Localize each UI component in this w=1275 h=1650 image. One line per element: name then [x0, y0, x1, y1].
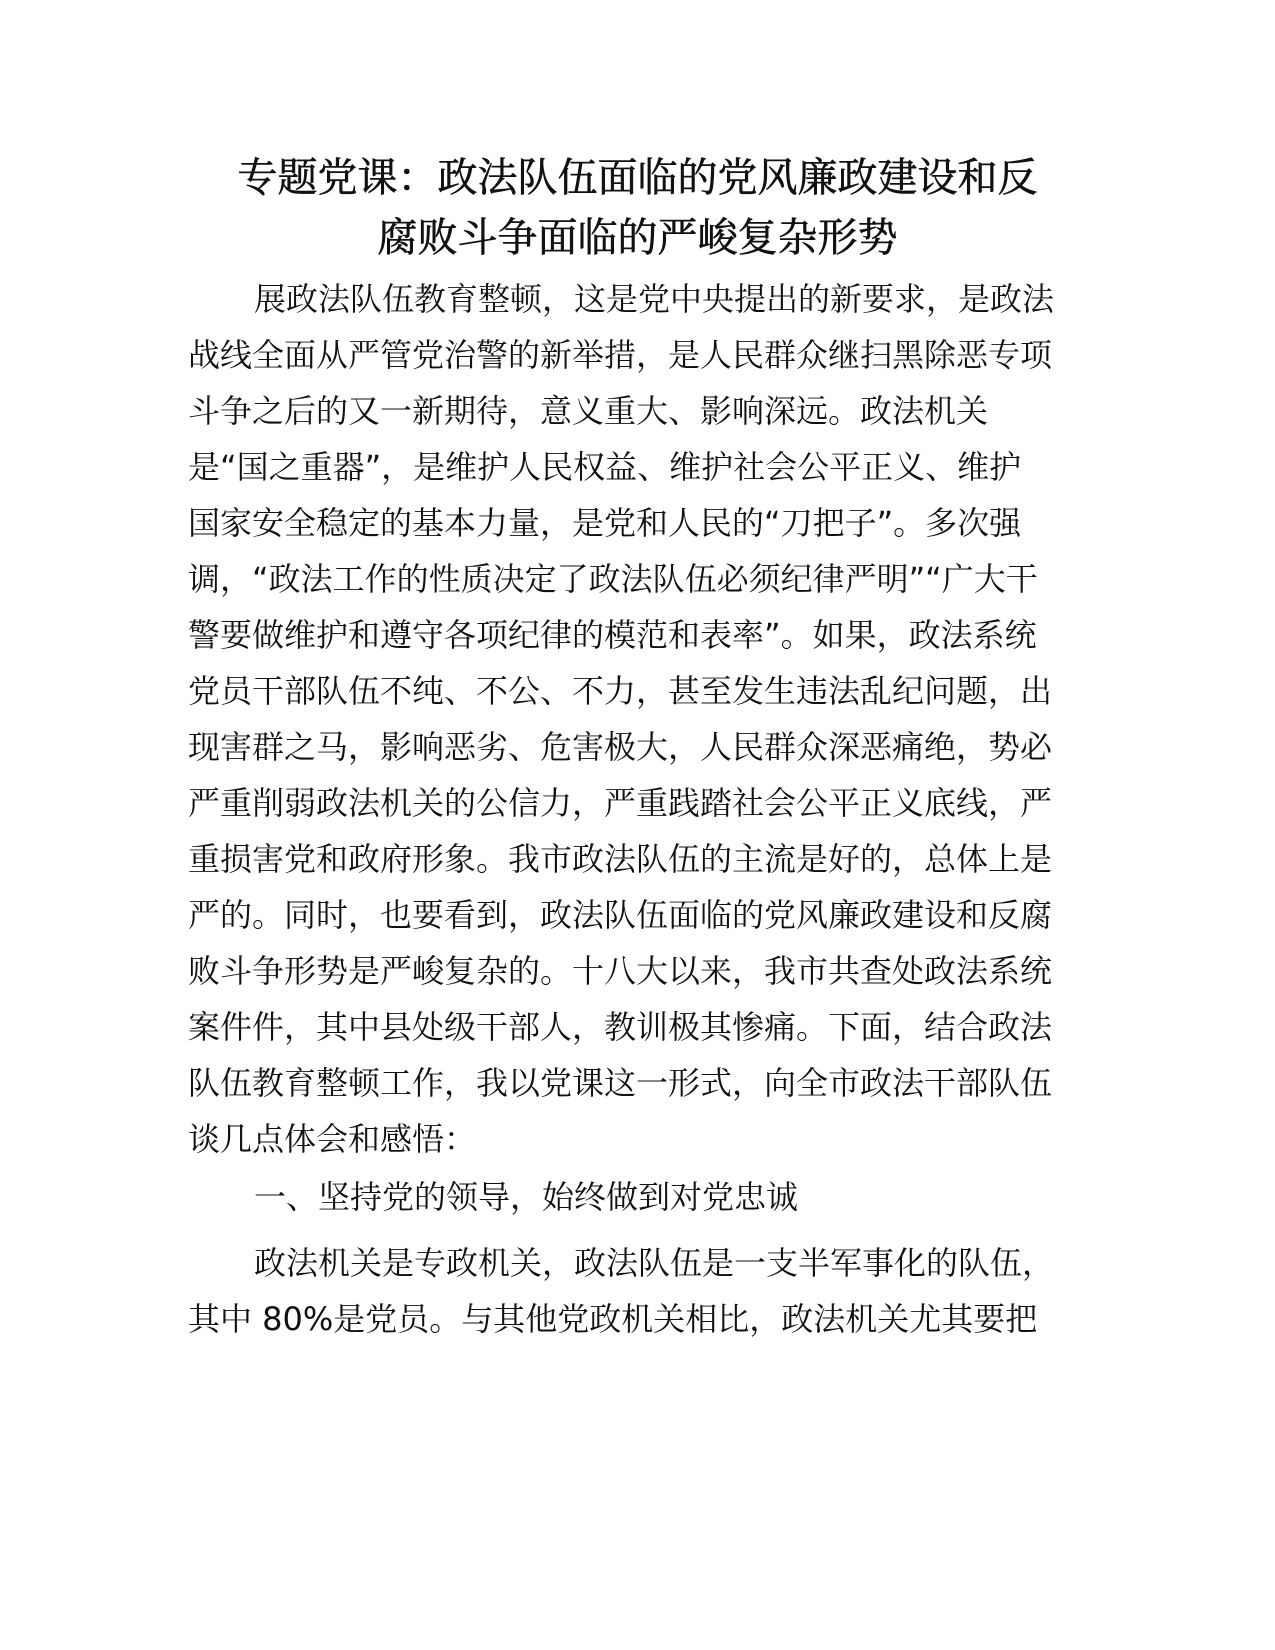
paragraph-line: 案件件，其中县处级干部人，教训极其惨痛。下面，结合政法	[188, 1008, 1053, 1046]
paragraph-line: 是“国之重器”，是维护人民权益、维护社会公平正义、维护	[188, 448, 1022, 486]
paragraph-line: 政法机关是专政机关，政法队伍是一支半军事化的队伍，	[254, 1244, 1055, 1282]
paragraph-line: 现害群之马，影响恶劣、危害极大，人民群众深恶痛绝，势必	[188, 728, 1053, 766]
section-heading: 一、坚持党的领导，始终做到对党忠诚	[254, 1178, 799, 1216]
paragraph-line: 调，“政法工作的性质决定了政法队伍必须纪律严明”“广大干	[188, 560, 1038, 598]
paragraph-line: 战线全面从严管党治警的新举措，是人民群众继扫黑除恶专项	[188, 336, 1053, 374]
document-title-line-1: 专题党课：政法队伍面临的党风廉政建设和反	[237, 155, 1038, 201]
paragraph-line: 警要做维护和遵守各项纪律的模范和表率”。如果，政法系统	[188, 616, 1037, 654]
paragraph-line: 严重削弱政法机关的公信力，严重践踏社会公平正义底线，严	[188, 784, 1053, 822]
paragraph-line: 党员干部队伍不纯、不公、不力，甚至发生违法乱纪问题，出	[188, 672, 1053, 710]
document-title-line-2: 腐败斗争面临的严峻复杂形势	[377, 215, 898, 261]
paragraph-line: 败斗争形势是严峻复杂的。十八大以来，我市共查处政法系统	[188, 952, 1053, 990]
paragraph-line: 重损害党和政府形象。我市政法队伍的主流是好的，总体上是	[188, 840, 1053, 878]
paragraph-line: 队伍教育整顿工作，我以党课这一形式，向全市政法干部队伍	[188, 1064, 1053, 1102]
paragraph-line: 展政法队伍教育整顿，这是党中央提出的新要求，是政法	[254, 280, 1055, 318]
paragraph-line: 其中 80%是党员。与其他党政机关相比，政法机关尤其要把	[188, 1300, 1038, 1338]
paragraph-line: 国家安全稳定的基本力量，是党和人民的“刀把子”。多次强	[188, 504, 1022, 542]
paragraph-line: 斗争之后的又一新期待，意义重大、影响深远。政法机关	[188, 392, 989, 430]
paragraph-line: 严的。同时，也要看到，政法队伍面临的党风廉政建设和反腐	[188, 896, 1053, 934]
paragraph-line: 谈几点体会和感悟：	[188, 1120, 477, 1158]
